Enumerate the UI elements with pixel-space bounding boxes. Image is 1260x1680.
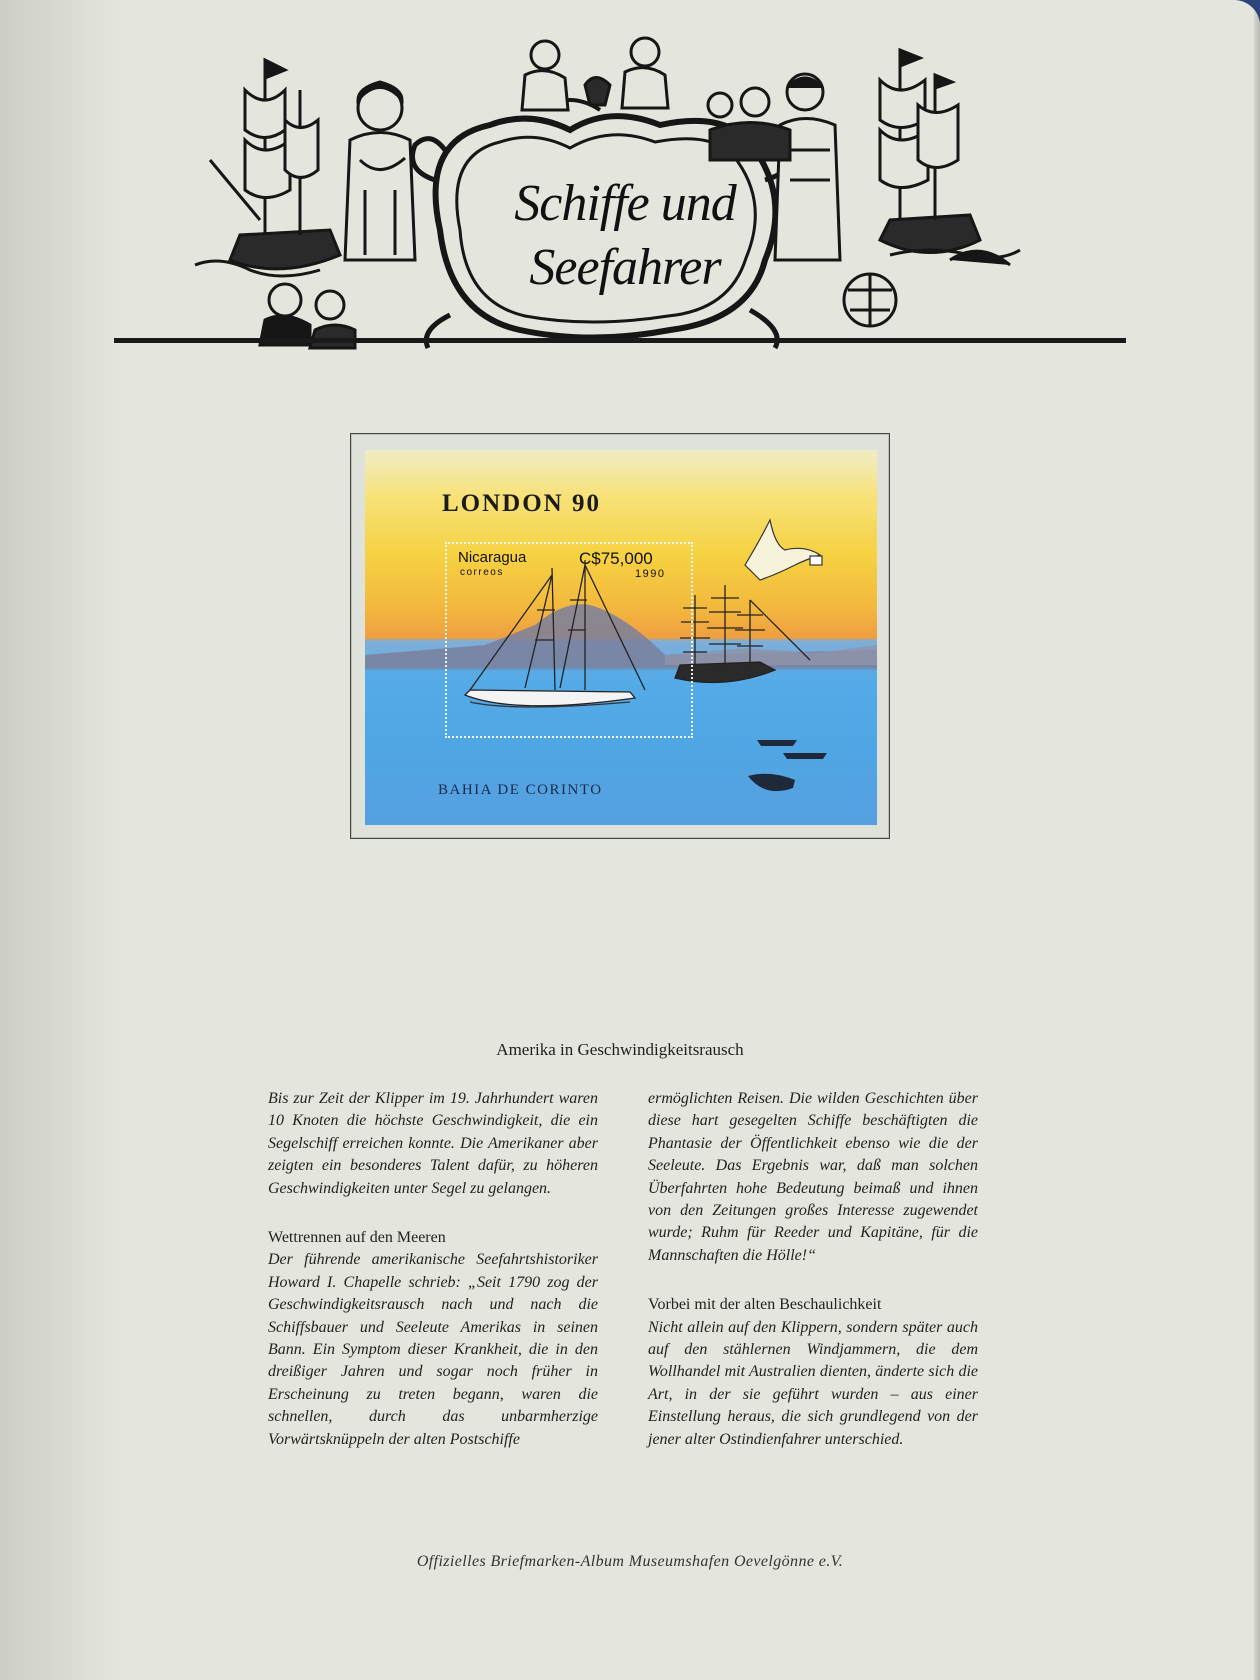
article-column-left	[268, 1088, 598, 1451]
right-ship-illustration	[880, 50, 1020, 265]
section2-heading: Vorbei mit der alten Beschaulichkeit	[648, 1296, 882, 1314]
article-column-right	[648, 1088, 978, 1451]
stamp-subtitle: correos	[460, 567, 504, 578]
page-edge	[1254, 0, 1260, 1680]
sheet-title: LONDON 90	[442, 490, 601, 517]
binding-shadow	[0, 0, 120, 1680]
section1-continuation: ermöglichten Reisen. Die wilden Geschichten über diese hart gesegelten Schiffe beschäftigten die Phantasie der Öffentlichkeit ebenso wie die der Seeleute. Das Ergebnis war, daß man solchen Überfahrten hohe Bedeutung beimaß und ihnen von den Zeitungen großes Interesse zugewendet wurde; Ruhm für Reeder und Kapitäne, für die Mannschaften die Hölle!“	[648, 1090, 978, 1264]
souvenir-sheet	[365, 450, 877, 825]
stamp-country: Nicaragua	[458, 549, 527, 566]
article-title: Amerika in Geschwindigkeitsrausch	[496, 1040, 744, 1059]
article-intro: Bis zur Zeit der Klipper im 19. Jahrhundert waren 10 Knoten die höchste Geschwindigkeit, die ein Segelschiff erreichen konnte. Die Amerikaner aber zeigten ein besonderes Talent dafür, zu höheren Geschwindigkeiten unter Segel zu gelangen.	[268, 1090, 598, 1197]
album-footer: Offizielles Briefmarken-Album Museumshafen Oevelgönne e.V.	[416, 1553, 844, 1570]
stamp-value: C$75,000	[579, 549, 653, 568]
section1-heading: Wettrennen auf den Meeren	[268, 1229, 446, 1247]
album-title-line1: Schiffe und	[514, 175, 736, 232]
section2-text: Nicht allein auf den Klippern, sondern später auch auf den stählernen Windjammern, die dem Wollhandel mit Australien dienten, änderte sich die Art, in der sie geführt wurden – aus einer Einstellung heraus, die sich grundlegend von der jener alter Ostindienfahrer unterschied.	[648, 1318, 978, 1448]
sheet-caption: BAHIA DE CORINTO	[438, 782, 603, 798]
section1-text: Der führende amerikanische Seefahrtshistoriker Howard I. Chapelle schrieb: „Seit 1790 zog der Geschwindigkeitsrausch nach und nach die Schiffsbauer und Seeleute Amerikas in seinen Bann. Ein Symptom dieser Krankheit, die in den dreißiger Jahren und sogar noch früher in Erscheinung zu treten begann, waren die schnellen, durch das unbarmherzige Vorwärtsknüppeln der alten Postschiffe	[268, 1251, 598, 1448]
far-hills	[665, 645, 877, 665]
header-rule	[114, 338, 1126, 343]
stamp-year: 1990	[635, 568, 666, 580]
left-ship-illustration	[195, 60, 340, 276]
cherubs-illustration	[522, 38, 668, 110]
album-title	[440, 172, 810, 300]
dove-illustration	[745, 520, 822, 580]
album-title-line2: Seefahrer	[529, 239, 721, 296]
